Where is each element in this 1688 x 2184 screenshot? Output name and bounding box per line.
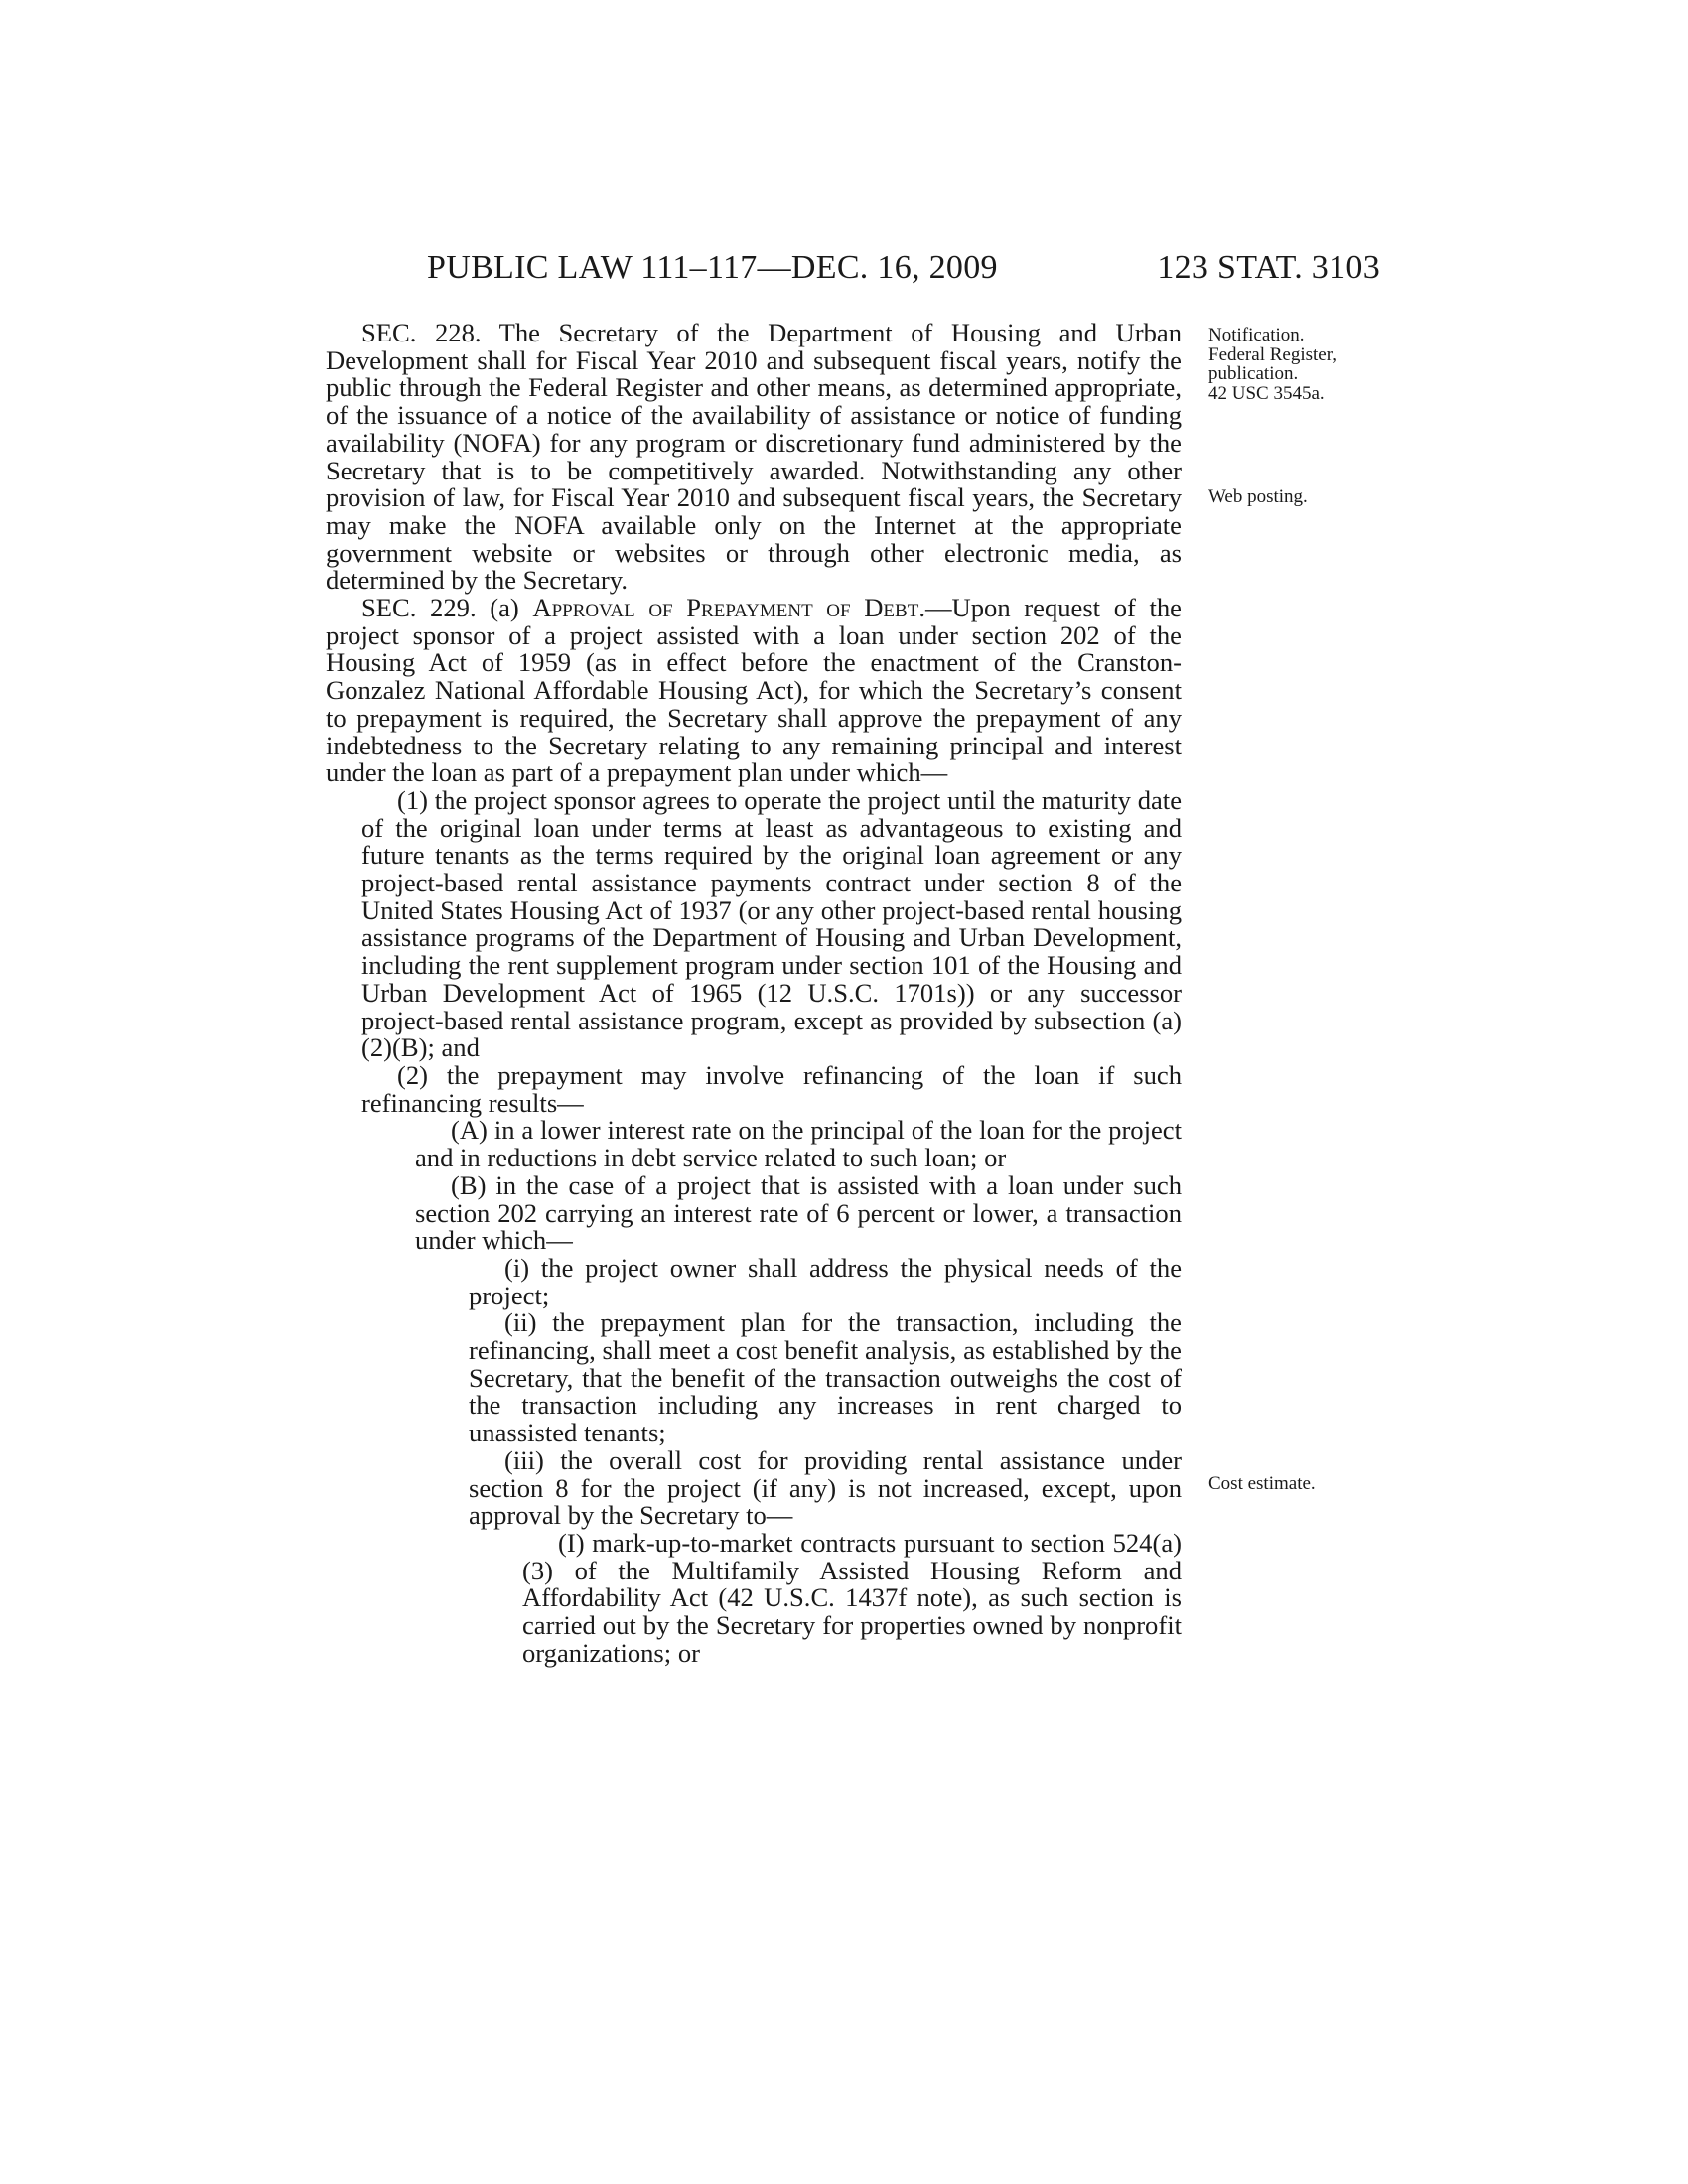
paragraph-1: (1) the project sponsor agrees to operate the project until the maturity date of the original loan under terms at least as advantageous to existing and future tenants as the terms required by the original loan agreement or any project-based rental assistance payments contract under section 8 of the United States Housing Act of 1937 (or any other project-based rental housing assistance programs of the Department of Housing and Urban Development, including the rent supplement program under section 101 of the Housing and Urban Development Act of 1965 (12 U.S.C. 1701s)) or any successor project-based rental assistance program, except as provided by subsection (a)(2)(B); and xyxy=(361,784,1182,1063)
public-law-citation: PUBLIC LAW 111–117—DEC. 16, 2009 xyxy=(427,249,998,286)
clause-ii: (ii) the prepayment plan for the transaction, including the refinancing, shall meet a cost benefit analysis, as established by the Secretary, that the benefit of the transaction outweighs the cost of the transaction including any increases in rent charged to unassisted tenants; xyxy=(469,1307,1182,1448)
clause-i: (i) the project owner shall address the physical needs of the project; xyxy=(469,1252,1182,1310)
margin-note-notification xyxy=(1208,326,1407,403)
statute-page-number: 123 STAT. 3103 xyxy=(1157,249,1380,286)
margin-note-line: Cost estimate. xyxy=(1208,1473,1316,1494)
subsection-heading: Approval of Prepayment of Debt xyxy=(532,593,919,623)
margin-note-line: Federal Register, xyxy=(1208,343,1337,365)
margin-note-line: publication. xyxy=(1208,363,1299,384)
subparagraph-B: (B) in the case of a project that is assisted with a loan under such section 202 carrying an interest rate of 6 percent or lower, a transaction under which— xyxy=(415,1169,1182,1256)
margin-note-line: Notification. xyxy=(1208,325,1305,345)
subparagraph-A: (A) in a lower interest rate on the principal of the loan for the project and in reductions in debt service related to such loan; or xyxy=(415,1115,1182,1173)
clause-iii: (iii) the overall cost for providing rental assistance under section 8 for the project (if any) is not increased, except, upon approval by the Secretary to— xyxy=(469,1444,1182,1531)
margin-note-cost-estimate xyxy=(1208,1474,1407,1494)
paragraph-2: (2) the prepayment may involve refinancing of the loan if such refinancing results— xyxy=(361,1059,1182,1118)
margin-note-web-posting xyxy=(1208,487,1407,507)
statute-body xyxy=(326,320,1182,1667)
margin-note-line: Web posting. xyxy=(1208,486,1308,507)
subclause-I: (I) mark-up-to-market contracts pursuant to section 524(a)(3) of the Multifamily Assisted Housing Reform and Affordability Act (42 U.S.C. 1437f note), as such section is carried out by the Secretary for properties owned by nonprofit organizations; or xyxy=(522,1527,1182,1668)
margin-note-line: 42 USC 3545a. xyxy=(1208,382,1325,404)
page-header xyxy=(427,248,1380,288)
section-228: SEC. 228. The Secretary of the Department of Housing and Urban Development shall for Fiscal Year 2010 and subsequent fiscal years, notify the public through the Federal Register and other means, as determined appropriate, of the issuance of a notice of the availability of assistance or notice of funding availability (NOFA) for any program or discretionary fund administered by the Secretary that is to be competitively awarded. Notwithstanding any other provision of law, for Fiscal Year 2010 and subsequent fiscal years, the Secretary may make the NOFA available only on the Internet at the appropriate government website or websites or through other electronic media, as determined by the Secretary. xyxy=(326,318,1182,596)
section-229-a: SEC. 229. (a) Approval of Prepayment of Debt.—Upon request of the project sponsor of a project assisted with a loan under section 202 of the Housing Act of 1959 (as in effect before the enactment of the Cranston-Gonzalez National Affordable Housing Act), for which the Secretary’s consent to prepayment is required, the Secretary shall approve the prepayment of any indebtedness to the Secretary relating to any remaining principal and interest under the loan as part of a prepayment plan under which— xyxy=(326,593,1182,788)
